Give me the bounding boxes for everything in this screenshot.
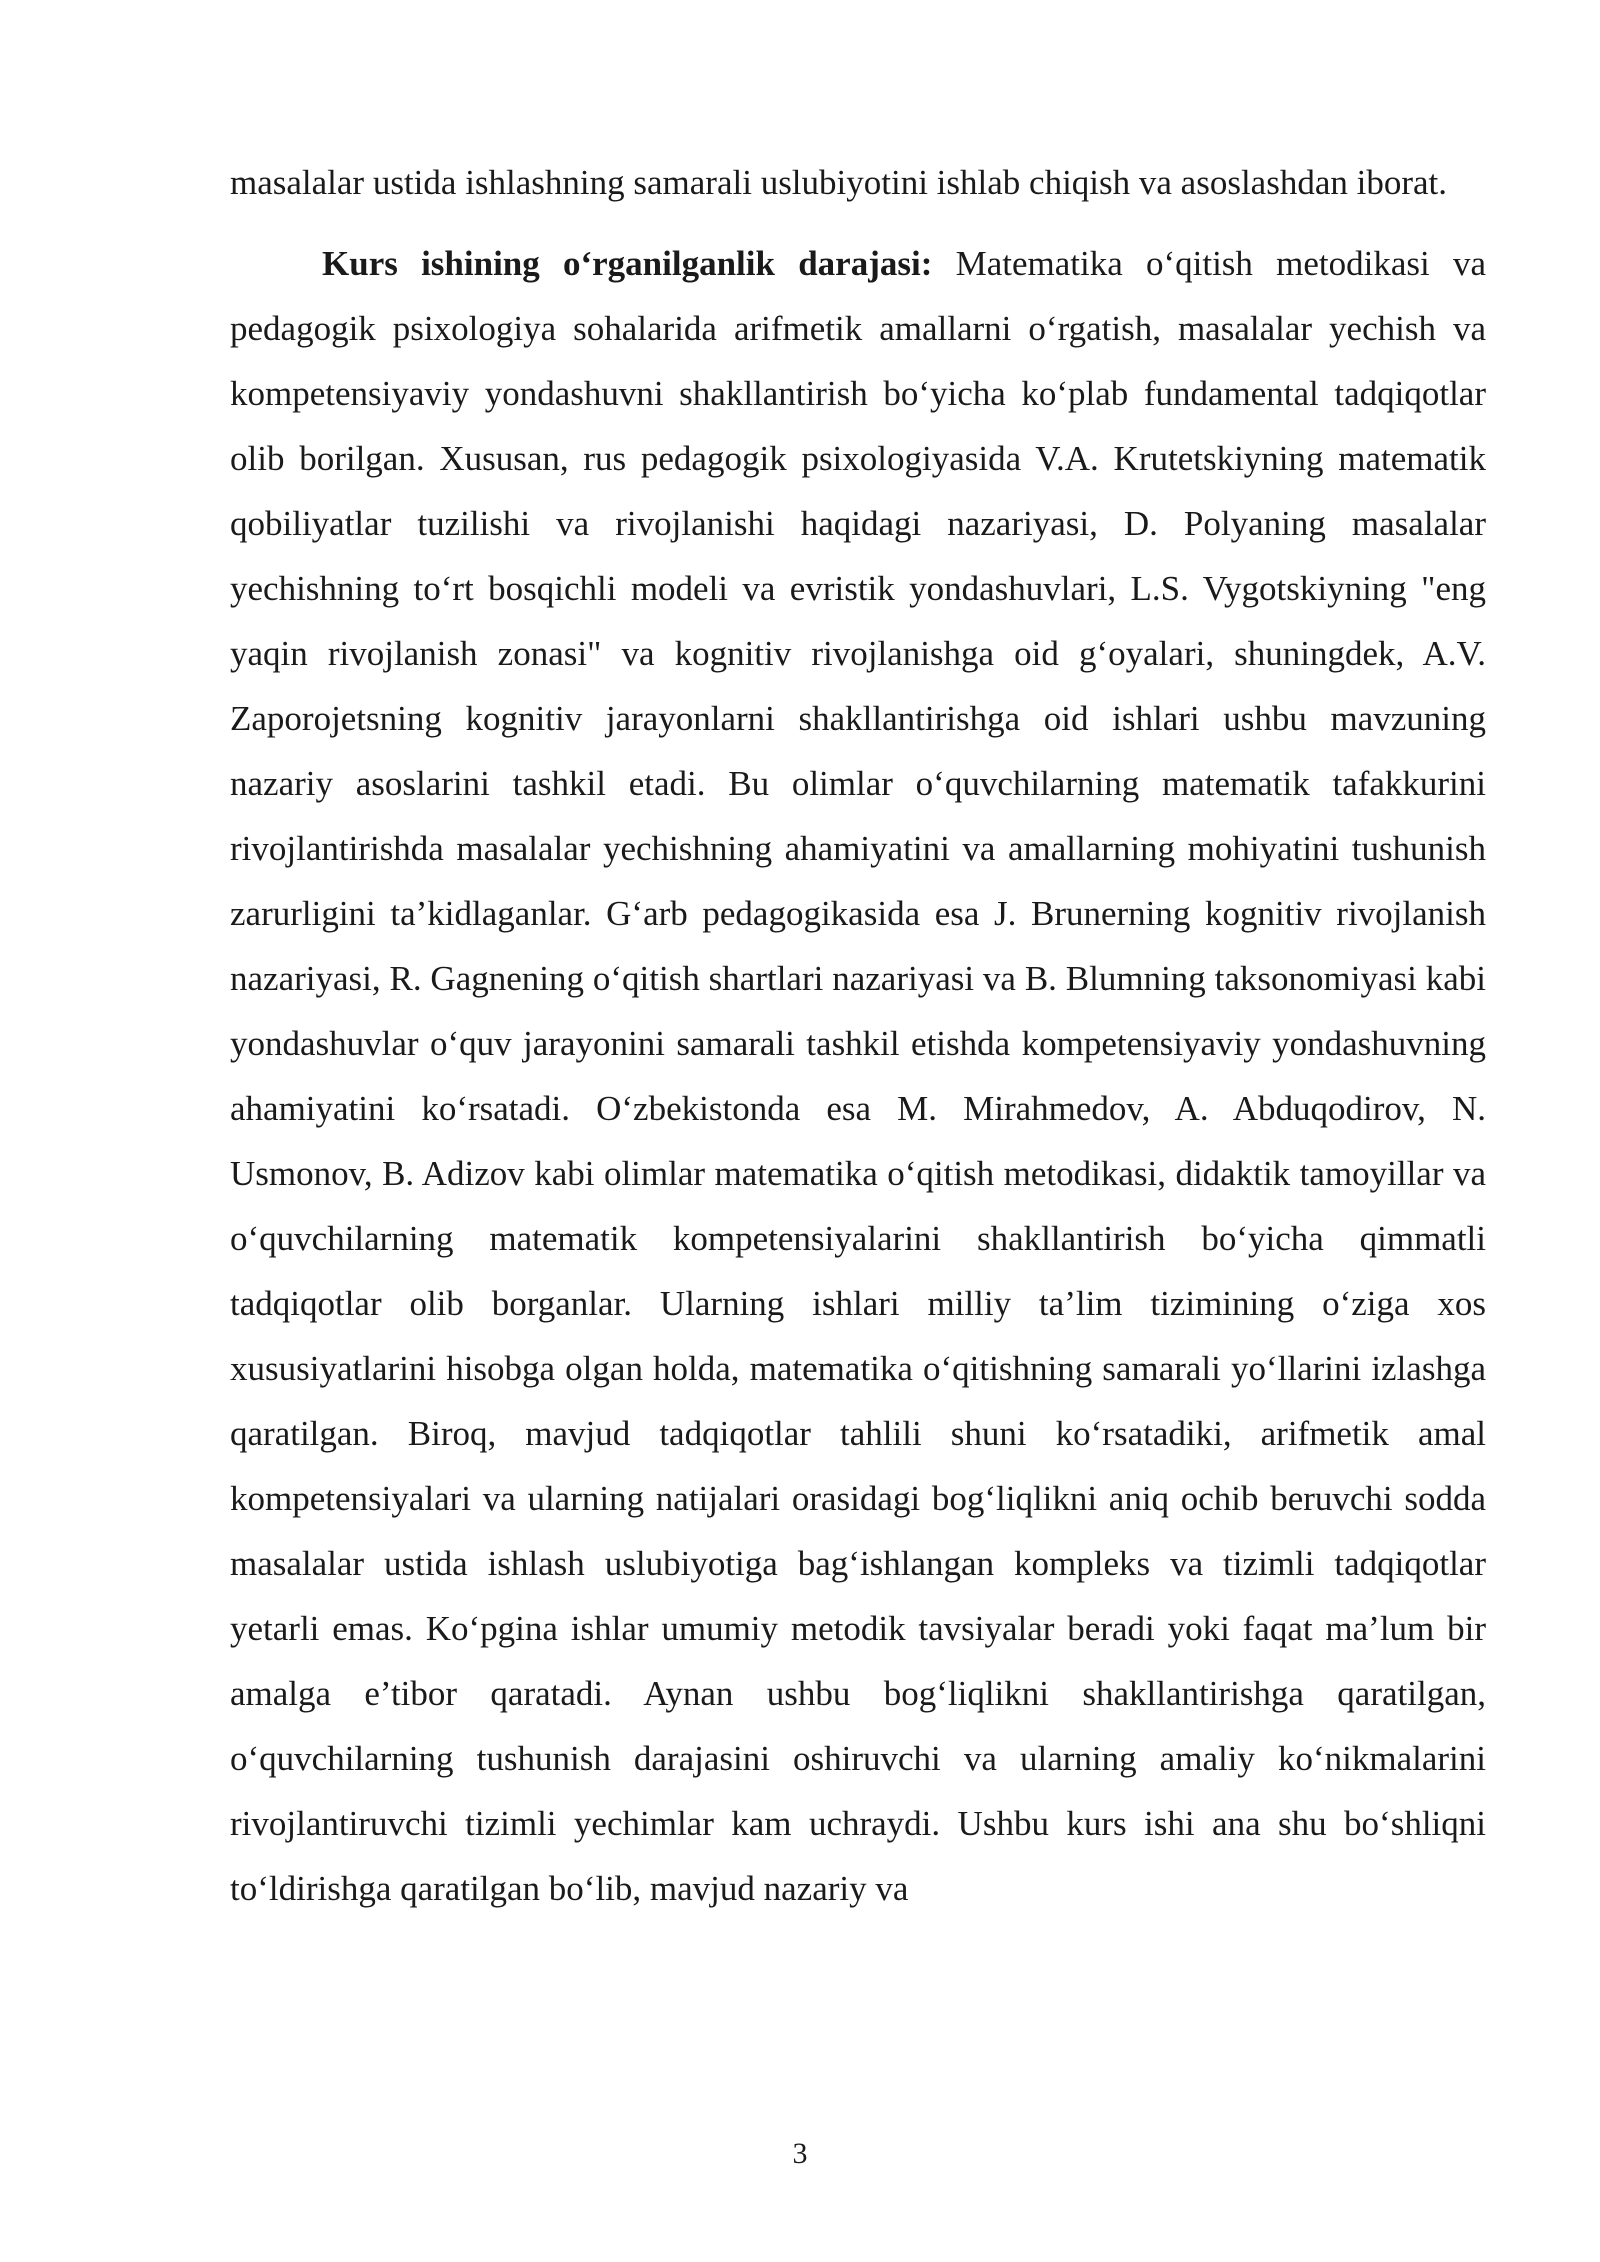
literature-review-paragraph [230,231,1486,1921]
continuation-paragraph: masalalar ustida ishlashning samarali uslubiyotini ishlab chiqish va asoslashdan iborat. [230,163,1448,202]
page-number: 3 [792,2137,808,2170]
body-text [230,150,1486,1921]
section-body-text: Matematika o‘qitish metodikasi va pedagogik psixologiya sohalarida arifmetik amallarni o‘rgatish, masalalar yechish va kompetensiyaviy yondashuvni shakllantirish bo‘yicha ko‘plab fundamental tadqiqotlar olib borilgan. Xususan, rus pedagogik psixologiyasida V.A. Krutetskiyning matematik qobiliyatlar tuzilishi va rivojlanishi haqidagi nazariyasi, D. Polyaning masalalar yechishning to‘rt bosqichli modeli va evristik yondashuvlari, L.S. Vygotskiyning "eng yaqin rivojlanish zonasi" va kognitiv rivojlanishga oid g‘oyalari, shuningdek, A.V. Zaporojetsning kognitiv jarayonlarni shakllantirishga oid ishlari ushbu mavzuning nazariy asoslarini tashkil etadi. Bu olimlar o‘quvchilarning matematik tafakkurini rivojlantirishda masalalar yechishning ahamiyatini va amallarning mohiyatini tushunish zarurligini ta’kidlaganlar. G‘arb pedagogikasida esa J. Brunerning kognitiv rivojlanish nazariyasi, R. Gagnening o‘qitish shartlari nazariyasi va B. Blumning taksonomiyasi kabi yondashuvlar o‘quv jarayonini samarali tashkil etishda kompetensiyaviy yondashuvning ahamiyatini ko‘rsatadi. O‘zbekistonda esa M. Mirahmedov, A. Abduqodirov, N. Usmonov, B. Adizov kabi olimlar matematika o‘qitish metodikasi, didaktik tamoyillar va o‘quvchilarning matematik kompetensiyalarini shakllantirish bo‘yicha qimmatli tadqiqotlar olib borganlar. Ularning ishlari milliy ta’lim tizimining o‘ziga xos xususiyatlarini hisobga olgan holda, matematika o‘qitishning samarali yo‘llarini izlashga qaratilgan. Biroq, mavjud tadqiqotlar tahlili shuni ko‘rsatadiki, arifmetik amal kompetensiyalari va ularning natijalari orasidagi bog‘liqlikni aniq ochib beruvchi sodda masalalar ustida ishlash uslubiyotiga bag‘ishlangan kompleks va tizimli tadqiqotlar yetarli emas. Ko‘pgina ishlar umumiy metodik tavsiyalar beradi yoki faqat ma’lum bir amalga e’tibor qaratadi. Aynan ushbu bog‘liqlikni shakllantirishga qaratilgan, o‘quvchilarning tushunish darajasini oshiruvchi va ularning amaliy ko‘nikmalarini rivojlantiruvchi tizimli yechimlar kam uchraydi. Ushbu kurs ishi ana shu bo‘shliqni to‘ldirishga qaratilgan bo‘lib, mavjud nazariy va [230,244,1486,1908]
section-heading: Kurs ishining o‘rganilganlik darajasi: [322,244,933,283]
